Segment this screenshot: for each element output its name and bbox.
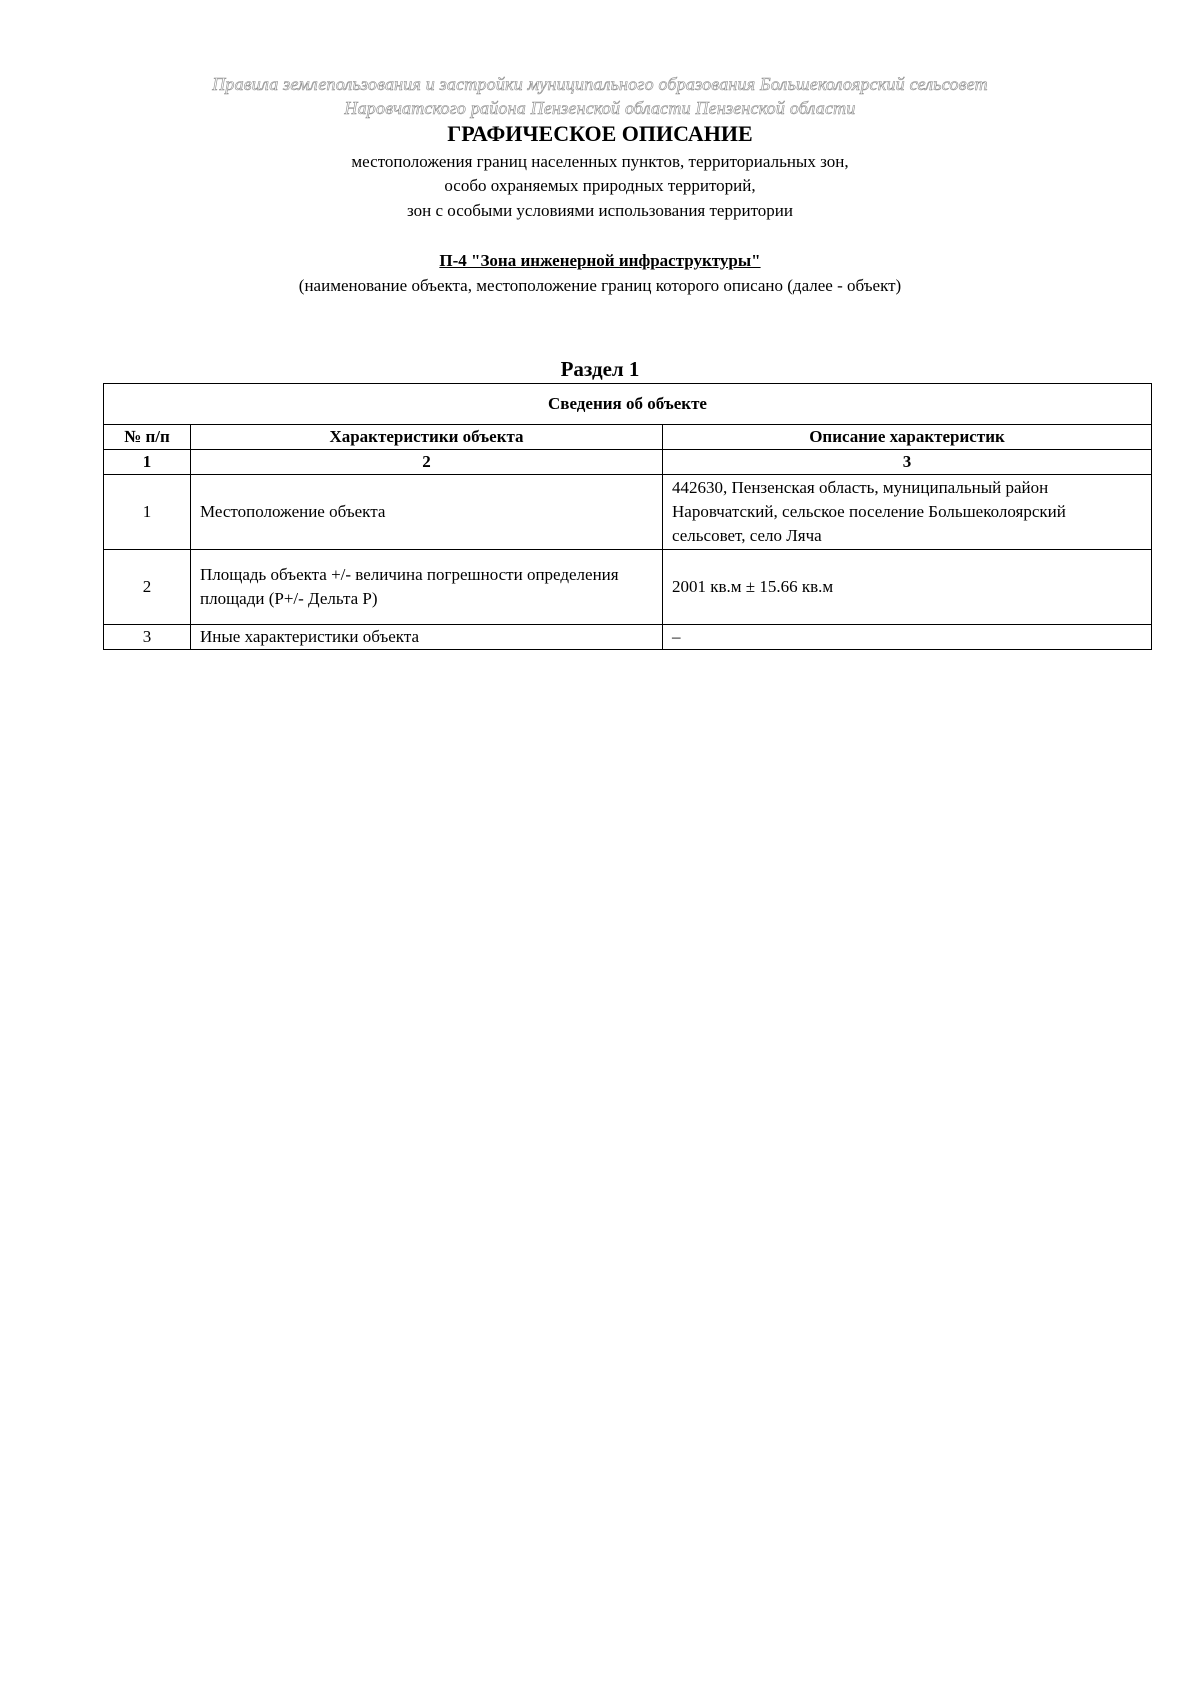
- table-column-numbers-row: [104, 450, 1152, 475]
- table-header-row: [104, 425, 1152, 450]
- row-description: 2001 кв.м ± 15.66 кв.м: [663, 550, 1152, 625]
- header-watermark-line-2: Наровчатского района Пензенской области Пензенской области: [344, 98, 856, 118]
- row-description: –: [663, 625, 1152, 650]
- column-header-description: Описание характеристик: [663, 425, 1152, 450]
- object-name: П-4 "Зона инженерной инфраструктуры": [439, 251, 761, 270]
- table-row: [104, 550, 1152, 625]
- row-characteristic: Местоположение объекта: [191, 475, 663, 550]
- row-number: 3: [104, 625, 191, 650]
- row-number: 1: [104, 475, 191, 550]
- column-header-number: № п/п: [104, 425, 191, 450]
- section-title: Раздел 1: [560, 357, 640, 381]
- column-header-characteristic: Характеристики объекта: [191, 425, 663, 450]
- table-caption-row: [104, 384, 1152, 425]
- row-number: 2: [104, 550, 191, 625]
- row-description: 442630, Пензенская область, муниципальный район Наровчатский, сельское поселение Большеколоярский сельсовет, село Ляча: [663, 475, 1152, 550]
- column-number-2: 2: [191, 450, 663, 475]
- column-number-3: 3: [663, 450, 1152, 475]
- document-subtitle-line-3: зон с особыми условиями использования территории: [407, 201, 793, 220]
- object-info-table: [103, 383, 1152, 650]
- table-caption: Сведения об объекте: [104, 384, 1152, 425]
- document-subtitle-line-1: местоположения границ населенных пунктов, территориальных зон,: [351, 152, 849, 171]
- table-row: [104, 625, 1152, 650]
- table-row: [104, 475, 1152, 550]
- header-watermark-line-1: Правила землепользования и застройки муниципального образования Большеколоярский сельсовет: [212, 74, 988, 94]
- object-caption: (наименование объекта, местоположение границ которого описано (далее - объект): [298, 276, 902, 295]
- row-characteristic: Иные характеристики объекта: [191, 625, 663, 650]
- document-title: ГРАФИЧЕСКОЕ ОПИСАНИЕ: [447, 121, 753, 146]
- row-characteristic: Площадь объекта +/- величина погрешности определения площади (Р+/- Дельта Р): [191, 550, 663, 625]
- column-number-1: 1: [104, 450, 191, 475]
- document-subtitle-line-2: особо охраняемых природных территорий,: [444, 176, 756, 195]
